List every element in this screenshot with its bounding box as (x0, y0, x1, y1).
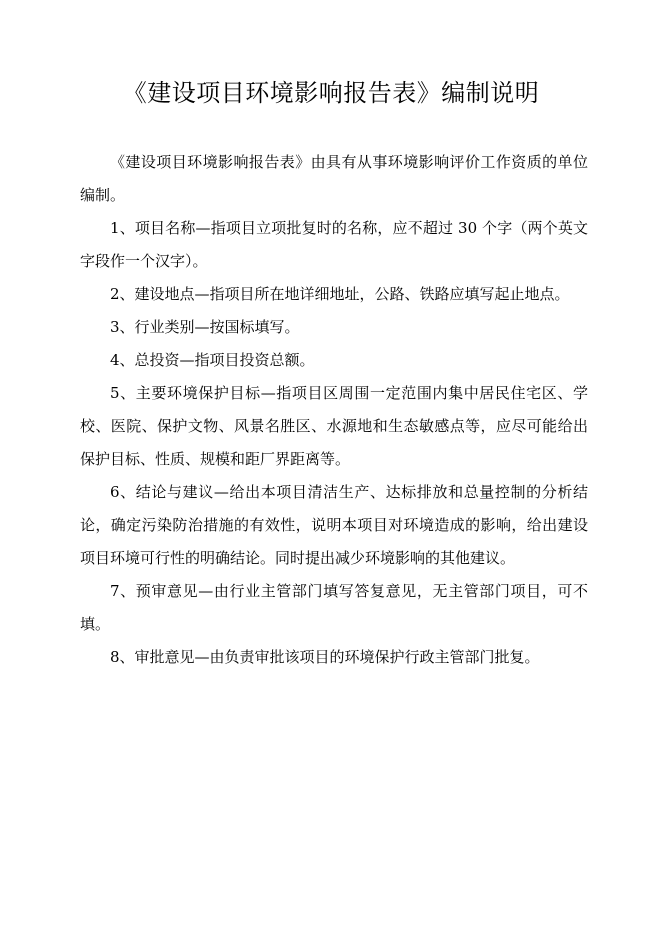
paragraph-item-5: 5、主要环境保护目标—指项目区周围一定范围内集中居民住宅区、学校、医院、保护文物、风景名胜区、水源地和生态敏感点等，应尽可能给出保护目标、性质、规模和距厂界距离等。 (80, 384, 588, 468)
paragraph-item-1: 1、项目名称—指项目立项批复时的名称，应不超过 30 个字（两个英文字段作一个汉字）。 (80, 219, 588, 270)
paragraph-item-3: 3、行业类别—按国标填写。 (110, 318, 300, 336)
paragraph-item-7: 7、预审意见—由行业主管部门填写答复意见，无主管部门项目，可不填。 (80, 582, 588, 633)
paragraph-item-8: 8、审批意见—由负责审批该项目的环境保护行政主管部门批复。 (110, 648, 540, 666)
paragraph-item-6: 6、结论与建议—给出本项目清洁生产、达标排放和总量控制的分析结论，确定污染防治措施的有效性，说明本项目对环境造成的影响，给出建设项目环境可行性的明确结论。同时提出减少环境影响的其他建议。 (80, 483, 588, 567)
page-title: 《建设项目环境影响报告表》编制说明 (122, 79, 540, 107)
document-body (80, 146, 588, 674)
paragraph-item-4: 4、总投资—指项目投资总额。 (110, 351, 315, 369)
paragraph-item-2: 2、建设地点—指项目所在地详细地址，公路、铁路应填写起止地点。 (110, 285, 570, 303)
paragraph-intro: 《建设项目环境影响报告表》由具有从事环境影响评价工作资质的单位编制。 (80, 153, 588, 204)
